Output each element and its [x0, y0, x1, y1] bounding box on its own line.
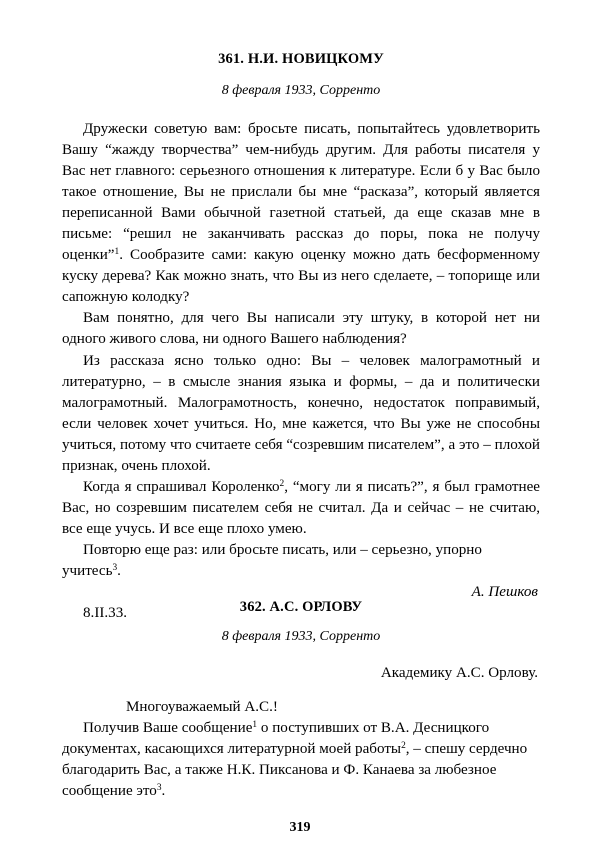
letter-body-362	[62, 663, 540, 802]
footnote-marker: 1	[252, 720, 258, 731]
footnote-marker: 3	[156, 783, 162, 794]
letter-signature-361: А. Пешков	[471, 584, 538, 601]
footnote-marker: 1	[114, 247, 120, 258]
paragraph: Когда я спрашивал Короленко$^2$, “могу ли я писать?”, я был грамотнее Вас, но созревшим писателем себя не считал. Да и сейчас – не считаю, все еще учусь. И все еще плохо умею.	[62, 478, 540, 537]
footnote-marker: 2	[401, 741, 406, 752]
paragraph: Дружески советую вам: бросьте писать, попытайтесь удовлетворить Вашу “жажду творчества” чем-нибудь другим. Для работы писателя у Вас нет главного: серьезного отношения к литературе. Если б у Вас было такое отношение, Вы не прислали бы мне “расказа”, который является переписанной Вами обычной газетной статьей, да еще сказав мне в письме: “решил не заканчивать рассказ до поры, пока не получу оценки”$^1$. Сообразите сами: какую оценку можно дать бесформенному куску дерева? Как можно знать, что Вы из него сделаете, – топорище или сапожную колодку?	[62, 121, 540, 306]
paragraph: Повторю еще раз: или бросьте писать, или – серьезно, упорно учитесь$^3$.	[62, 541, 482, 579]
letter-place-date-361: 8 февраля 1933, Сорренто	[221, 83, 381, 98]
letter-362	[62, 600, 540, 616]
page-number: 319	[289, 820, 311, 835]
paragraph: Получив Ваше сообщение$^1$ о поступивших от В.А. Десницкого документах, касающихся литературной моей работы$^2$, – спешу сердечно благодарить Вас, а также Н.К. Пиксанова и Ф. Канаева за любезное сообщение это$^3$.	[62, 720, 528, 800]
letter-salutation-362: Многоуважаемый А.С.!	[126, 699, 278, 716]
letter-place-date-362-wrap	[62, 629, 540, 644]
letter-body-361	[62, 119, 540, 624]
letter-place-date-361-wrap	[62, 83, 540, 98]
letter-title-361: 361. Н.И. НОВИЦКОМУ	[218, 51, 384, 67]
letter-place-date-362: 8 февраля 1933, Сорренто	[221, 629, 381, 644]
footnote-marker: 2	[279, 478, 285, 489]
paragraph: Вам понятно, для чего Вы написали эту штуку, в которой нет ни одного живого слова, ни одного Вашего наблюдения?	[62, 310, 540, 348]
letter-361	[62, 52, 540, 68]
footnote-marker: 3	[112, 563, 118, 574]
paragraph: Из рассказа ясно только одно: Вы – человек малограмотный и литературно, – в смысле знания языка и формы, – да и политически малограмотный. Малограмотность, конечно, недостаток поправимый, если человек хочет учиться. Но, мне кажется, что Вы уже не способны учиться, потому что считаете себя “созревшим писателем”, а это – плохой признак, очень плохой.	[62, 352, 540, 474]
letter-addressee-362: Академику А.С. Орлову.	[380, 665, 538, 681]
letter-title-362: 362. А.С. ОРЛОВУ	[239, 599, 363, 615]
letter-datestamp-361: 8.II.33.	[83, 605, 128, 622]
spacer	[62, 684, 540, 697]
